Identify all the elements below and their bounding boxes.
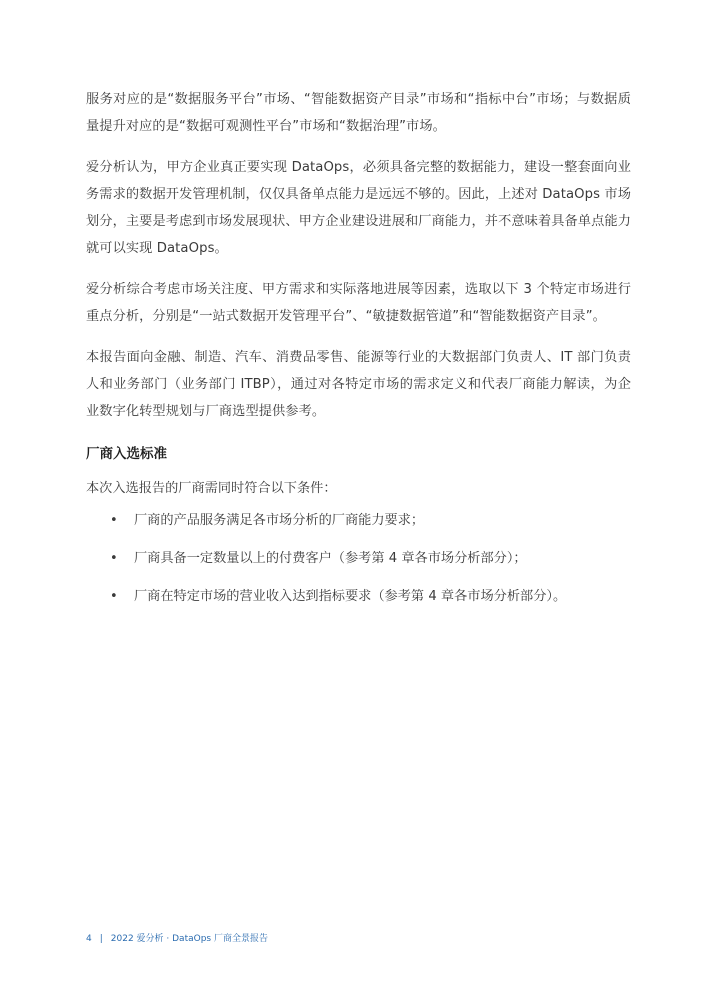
list-item-text: 厂商在特定市场的营业收入达到指标要求（参考第 4 章各市场分析部分）。 [134, 589, 567, 604]
paragraph-audience: 本报告面向金融、制造、汽车、消费品零售、能源等行业的大数据部门负责人、IT 部门负责人和业务部门（业务部门 ITBP），通过对各特定市场的需求定义和代表厂商能力解读，为企业数字化转型规划与厂商选型提供参考。 [86, 350, 631, 419]
bullet-icon: • [110, 589, 118, 604]
list-item-text: 厂商具备一定数量以上的付费客户（参考第 4 章各市场分析部分）； [134, 551, 527, 566]
footer-separator: | [99, 934, 103, 944]
criteria-list [86, 509, 631, 609]
footer-report-title: 2022 爱分析 · DataOps 厂商全景报告 [110, 934, 268, 944]
bullet-icon: • [110, 513, 118, 528]
page-content [86, 86, 631, 623]
bullet-icon: • [110, 551, 118, 566]
list-item [86, 547, 631, 571]
list-item [86, 585, 631, 609]
section-intro: 本次入选报告的厂商需同时符合以下条件： [86, 481, 337, 496]
paragraph-market-mapping: 服务对应的是“数据服务平台”市场、“智能数据资产目录”市场和“指标中台”市场；与数据质量提升对应的是“数据可观测性平台”市场和“数据治理”市场。 [86, 92, 631, 134]
paragraph-dataops-view: 爱分析认为，甲方企业真正要实现 DataOps，必须具备完整的数据能力，建设一整套面向业务需求的数据开发管理机制，仅仅具备单点能力是远远不够的。因此，上述对 DataOps 市场划分，主要是考虑到市场发展现状、甲方企业建设进展和厂商能力，并不意味着具备单点能力就可以实现 DataOps。 [86, 160, 631, 256]
page-footer [86, 931, 268, 944]
list-item-text: 厂商的产品服务满足各市场分析的厂商能力要求； [134, 513, 425, 528]
section-heading-vendor-criteria: 厂商入选标准 [86, 446, 167, 462]
paragraph-market-selection: 爱分析综合考虑市场关注度、甲方需求和实际落地进展等因素，选取以下 3 个特定市场进行重点分析，分别是“一站式数据开发管理平台”、“敏捷数据管道”和“智能数据资产目录”。 [86, 282, 631, 324]
list-item [86, 509, 631, 533]
page-number: 4 [86, 934, 92, 944]
